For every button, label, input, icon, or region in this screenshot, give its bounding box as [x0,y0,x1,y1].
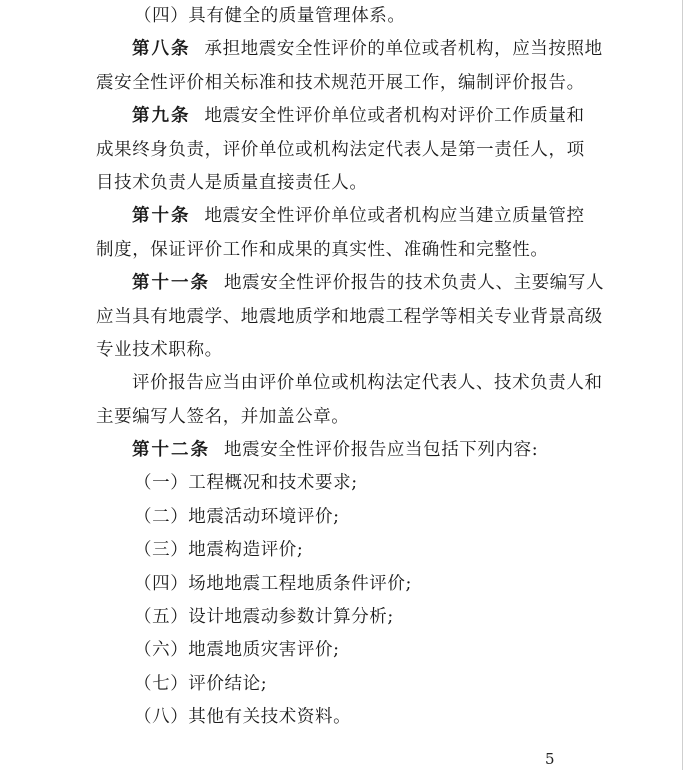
continuation-line: 震安全性评价相关标准和技术规范开展工作，编制评价报告。 [96,72,585,93]
article-line [96,267,605,300]
article-number: 第十二条 [132,440,210,461]
list-item: （八）其他有关技术资料。 [134,707,352,728]
list-item: （一）工程概况和技术要求; [134,473,358,494]
article-line [96,200,601,233]
continuation-line: 专业技术职称。 [96,339,223,360]
document-body [96,0,605,735]
list-item: （七）评价结论; [134,673,268,694]
article-text: 地震安全性评价报告应当包括下列内容: [224,440,539,461]
list-item: （五）设计地震动参数计算分析; [134,607,394,628]
list-item: （三）地震构造评价; [134,540,304,561]
continuation-line: 目技术负责人是质量直接责任人。 [96,172,368,193]
list-item: （二）地震活动环境评价; [134,506,340,527]
article-number: 第九条 [132,106,191,127]
article-line [96,100,601,133]
list-item: （四）具有健全的质量管理体系。 [134,6,406,26]
continuation-line: 成果终身负责，评价单位或机构法定代表人是第一责任人，项 [96,139,585,160]
page-number: 5 [545,750,555,768]
continuation-line: 应当具有地震学、地震地质学和地震工程学等相关专业背景高级 [96,306,603,327]
list-item: （四）场地地震工程地质条件评价; [134,573,412,594]
paragraph-line: 评价报告应当由评价单位或机构法定代表人、技术负责人和 [132,373,603,394]
article-line [96,434,601,467]
article-line [96,33,601,66]
article-text: 地震安全性评价单位或者机构对评价工作质量和 [204,106,585,127]
article-number: 第十一条 [132,273,210,294]
article-number: 第八条 [132,39,191,60]
article-text: 地震安全性评价单位或者机构应当建立质量管控 [204,206,585,227]
continuation-line: 主要编写人签名，并加盖公章。 [96,406,350,427]
continuation-line: 制度，保证评价工作和成果的真实性、准确性和完整性。 [96,239,549,260]
article-text: 地震安全性评价报告的技术负责人、主要编写人 [224,273,605,294]
article-number: 第十条 [132,206,191,227]
article-text: 承担地震安全性评价的单位或者机构，应当按照地 [204,39,603,60]
list-item: （六）地震地质灾害评价; [134,640,340,661]
